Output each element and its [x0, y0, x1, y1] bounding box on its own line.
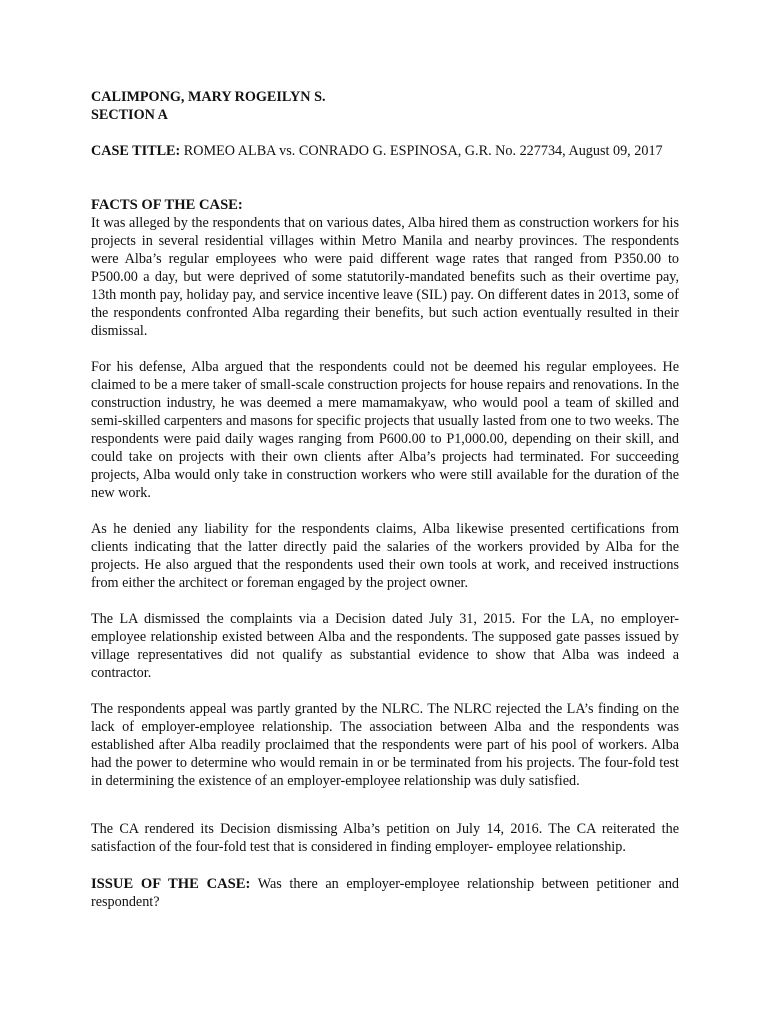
issue-label: ISSUE OF THE CASE:: [91, 876, 251, 892]
student-name: CALIMPONG, MARY ROGEILYN S.: [91, 89, 326, 105]
case-title: [91, 142, 679, 160]
facts-paragraph-3: As he denied any liability for the respondents claims, Alba likewise presented certifications from clients indicating that the latter directly paid the salaries of the workers provided by Alba for the projects. He also argued that the respondents used their own tools at work, and received instructions from either the architect or foreman engaged by the project owner.: [91, 521, 679, 591]
facts-paragraph-1: It was alleged by the respondents that on various dates, Alba hired them as construction workers for his projects in several residential villages within Metro Manila and nearby provinces. The respondents were Alba’s regular employees who were paid different wage rates that ranged from P350.00 to P500.00 a day, but were deprived of some statutorily-mandated benefits such as their overtime pay, 13th month pay, holiday pay, and service incentive leave (SIL) pay. On different dates in 2013, some of the respondents confronted Alba regarding their benefits, but such action eventually resulted in their dismissal.: [91, 215, 679, 339]
case-title-label: CASE TITLE:: [91, 143, 181, 159]
facts-paragraph-4: The LA dismissed the complaints via a Decision dated July 31, 2015. For the LA, no employer-employee relationship existed between Alba and the respondents. The supposed gate passes issued by village representatives did not qualify as substantial evidence to show that Alba was indeed a contractor.: [91, 611, 679, 681]
facts-paragraph-6: The CA rendered its Decision dismissing Alba’s petition on July 14, 2016. The CA reiterated the satisfaction of the four-fold test that is considered in finding employer- employee relationship.: [91, 821, 679, 855]
section-label: SECTION A: [91, 107, 168, 123]
facts-paragraph-2: For his defense, Alba argued that the respondents could not be deemed his regular employees. He claimed to be a mere taker of small-scale construction projects for house repairs and renovations. In the construction industry, he was deemed a mere mamamakyaw, who would pool a team of skilled and semi-skilled carpenters and masons for specific projects that usually lasted from one to two weeks. The respondents were paid daily wages ranging from P600.00 to P1,000.00, depending on their skill, and could take on projects with their own clients after Alba’s projects had terminated. For succeeding projects, Alba would only take in construction workers who were still available for the duration of the new work.: [91, 359, 679, 501]
facts-heading: FACTS OF THE CASE:: [91, 197, 243, 213]
issue-of-case: [91, 875, 679, 911]
issue-text: Was there an employer-employee relationship between petitioner and respondent?: [91, 876, 680, 910]
student-header: [91, 88, 326, 124]
facts-paragraph-5: The respondents appeal was partly granted by the NLRC. The NLRC rejected the LA’s finding on the lack of employer-employee relationship. The association between Alba and the respondents was established after Alba readily proclaimed that the respondents were part of his pool of workers. Alba had the power to determine who would remain in or be terminated from his projects. The four-fold test in determining the existence of an employer-employee relationship was duly satisfied.: [91, 701, 679, 789]
case-title-text: ROMEO ALBA vs. CONRADO G. ESPINOSA, G.R. No. 227734, August 09, 2017: [180, 143, 663, 159]
